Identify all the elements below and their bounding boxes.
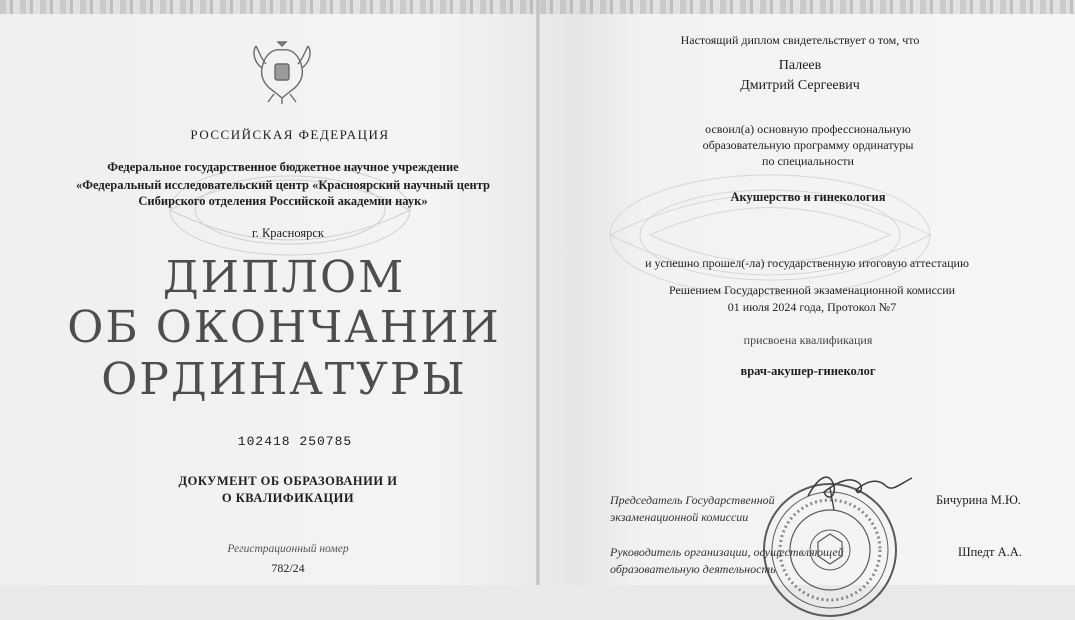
institution-line-3: Сибирского отделения Российской академии наук» <box>138 194 428 208</box>
given-names: Дмитрий Сергеевич <box>740 78 860 93</box>
page-fold <box>536 0 540 585</box>
handwritten-signature <box>800 466 920 516</box>
surname: Палеев <box>778 58 822 73</box>
director-name: Шпедт А.А. <box>958 545 1022 559</box>
city: г. Красноярск <box>252 226 324 240</box>
title-line-2: ОБ ОКОНЧАНИИ <box>67 302 501 353</box>
title-line-3: ОРДИНАТУРЫ <box>101 354 467 405</box>
coat-of-arms-icon <box>250 38 314 106</box>
qualification-label: присвоена квалификация <box>743 333 873 347</box>
program-line-2: образовательную программу ординатуры <box>702 138 914 152</box>
specialty: Акушерство и гинекология <box>730 190 886 204</box>
program-line-3: по специальности <box>762 154 854 168</box>
registration-label: Регистрационный номер <box>227 543 349 555</box>
intro-text: Настоящий диплом свидетельствует о том, что <box>680 33 920 47</box>
doc-type-line-1: ДОКУМЕНТ ОБ ОБРАЗОВАНИИ И <box>178 474 398 488</box>
institution-line-2: «Федеральный исследовательский центр «Красноярский научный центр <box>76 178 490 192</box>
country-name: РОССИЙСКАЯ ФЕДЕРАЦИЯ <box>190 127 390 142</box>
chairman-role-line-2: экзаменационной комиссии <box>610 510 749 524</box>
registration-number: 782/24 <box>271 561 305 575</box>
doc-type-line-2: О КВАЛИФИКАЦИИ <box>221 491 355 505</box>
decision-line-2: 01 июля 2024 года, Протокол №7 <box>727 300 897 314</box>
director-role-line-1: Руководитель организации, осуществляющей <box>610 545 844 559</box>
chairman-role-line-1: Председатель Государственной <box>610 493 775 507</box>
institution-line-1: Федеральное государственное бюджетное научное учреждение <box>107 160 459 174</box>
chairman-name: Бичурина М.Ю. <box>936 493 1021 507</box>
qualification: врач-акушер-гинеколог <box>740 364 876 378</box>
serial-number: 102418 250785 <box>237 434 353 449</box>
director-role-line-2: образовательную деятельность <box>610 562 776 576</box>
decision-line-1: Решением Государственной экзаменационной комиссии <box>668 283 956 297</box>
attestation-text: и успешно прошел(-ла) государственную итоговую аттестацию <box>645 256 969 270</box>
program-line-1: освоил(а) основную профессиональную <box>705 122 911 136</box>
title-line-1: ДИПЛОМ <box>162 252 406 303</box>
